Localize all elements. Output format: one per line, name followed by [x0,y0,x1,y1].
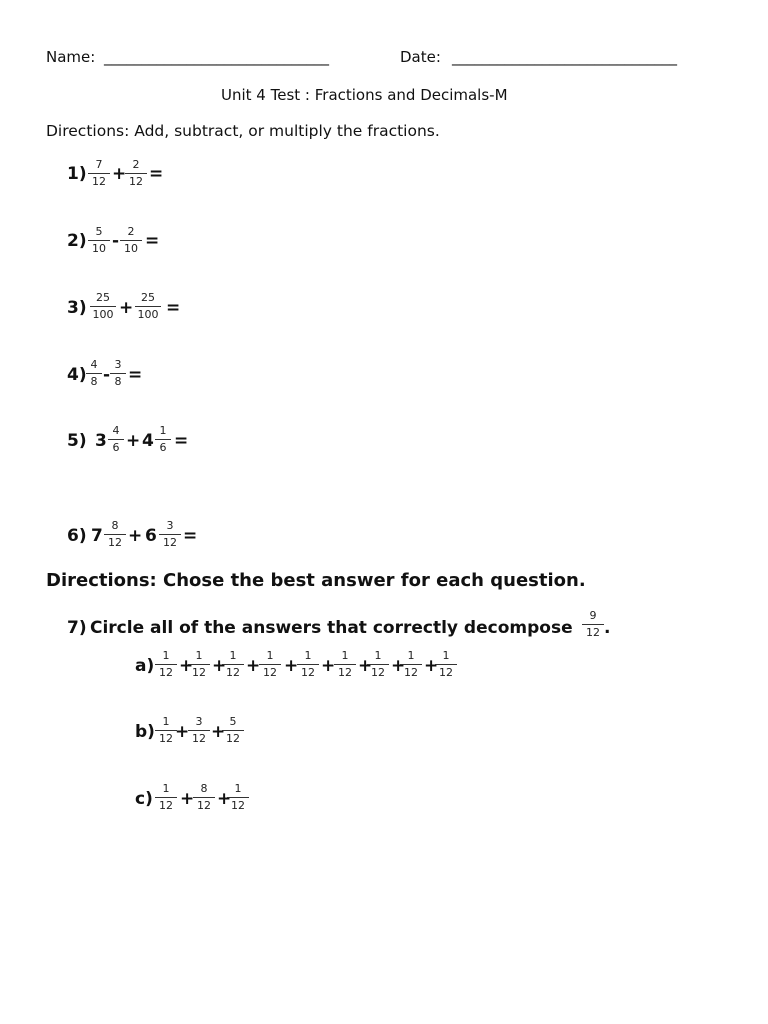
operator: + [246,656,261,676]
date-label: Date: [400,48,441,66]
whole-number: 4 [142,431,154,451]
choice-label: c) [135,789,153,809]
operator: + [119,298,134,318]
date-line[interactable]: ______________________________ [452,48,677,66]
equals-sign: = [166,298,181,318]
question-label: 2) [67,231,87,251]
choice-label: a) [135,656,155,676]
operator: + [180,789,195,809]
page-title: Unit 4 Test : Fractions and Decimals-M [221,86,508,104]
equals-sign: = [183,526,198,546]
directions-section-2: Directions: Chose the best answer for each question. [46,570,586,591]
equals-sign: = [174,431,189,451]
operator: + [212,656,227,676]
equals-sign: = [128,365,143,385]
operator: + [128,526,143,546]
name-label: Name: [46,48,96,66]
operator: + [179,656,194,676]
operator: + [217,789,232,809]
equals-sign: = [149,164,164,184]
operator: + [424,656,439,676]
whole-number: 3 [95,431,107,451]
operator: + [211,722,226,742]
operator: - [112,231,120,251]
operator: + [358,656,373,676]
whole-number: 7 [91,526,103,546]
operator: + [112,164,127,184]
question-label: 3) [67,298,87,318]
operator: + [126,431,141,451]
question-label: 1) [67,164,87,184]
question-label: 6) [67,526,87,546]
question-end-period: . [604,618,611,638]
equals-sign: = [145,231,160,251]
operator: + [175,722,190,742]
directions-section-1: Directions: Add, subtract, or multiply the fractions. [46,122,440,140]
operator: + [321,656,336,676]
choice-label: b) [135,722,155,742]
operator: - [103,365,111,385]
operator: + [391,656,406,676]
question-label: 5) [67,431,87,451]
question-label: 7) [67,618,87,638]
question-label: 4) [67,365,87,385]
name-line[interactable]: ______________________________ [104,48,329,66]
operator: + [284,656,299,676]
whole-number: 6 [145,526,157,546]
question-text: Circle all of the answers that correctly decompose [90,618,573,638]
